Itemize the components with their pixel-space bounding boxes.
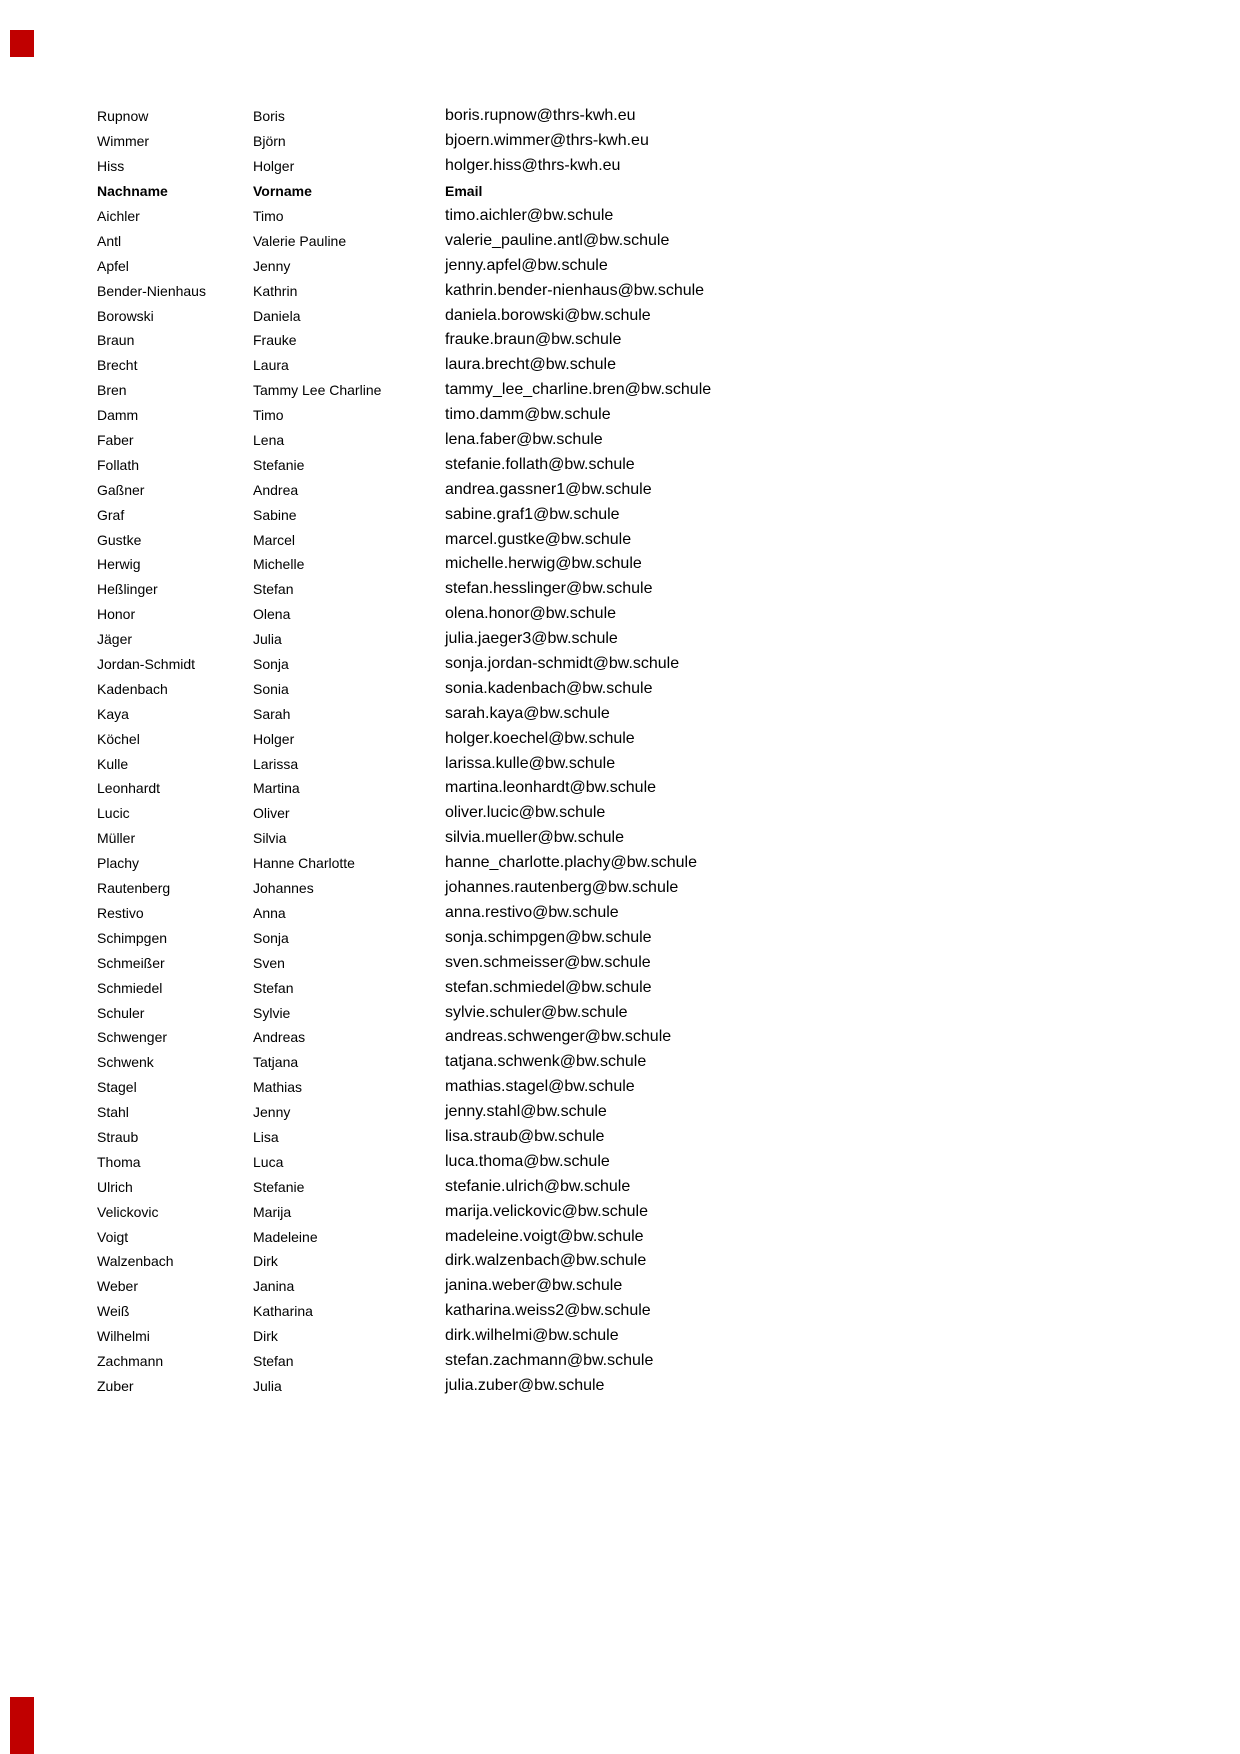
email-cell: sonia.kadenbach@bw.schule (445, 679, 653, 697)
email-cell: kathrin.bender-nienhaus@bw.schule (445, 281, 705, 299)
nachname-cell: Voigt (97, 1228, 129, 1245)
table-row (97, 1075, 1147, 1100)
table-row (97, 751, 1147, 776)
vorname-cell: Daniela (253, 307, 301, 324)
email-cell: lisa.straub@bw.schule (445, 1127, 605, 1145)
vorname-cell: Stefanie (253, 456, 305, 473)
vorname-cell: Jenny (253, 1104, 291, 1121)
nachname-cell: Kulle (97, 755, 129, 772)
nachname-cell: Rupnow (97, 108, 149, 125)
table-row (97, 204, 1147, 229)
vorname-cell: Johannes (253, 880, 314, 897)
nachname-cell: Schwenger (97, 1029, 168, 1046)
email-cell: jenny.apfel@bw.schule (445, 256, 608, 274)
email-cell: laura.brecht@bw.schule (445, 356, 616, 374)
table-row (97, 154, 1147, 179)
nachname-cell: Zuber (97, 1377, 134, 1394)
nachname-cell: Heßlinger (97, 581, 158, 598)
table-row (97, 652, 1147, 677)
email-cell: anna.restivo@bw.schule (445, 903, 619, 921)
nachname-cell: Herwig (97, 556, 141, 573)
nachname-cell: Follath (97, 456, 140, 473)
nachname-cell: Müller (97, 830, 136, 847)
table-header-row (97, 179, 1147, 204)
nachname-cell: Jäger (97, 631, 133, 648)
email-cell: daniela.borowski@bw.schule (445, 306, 651, 324)
vorname-cell: Larissa (253, 755, 299, 772)
nachname-cell: Wimmer (97, 133, 150, 150)
vorname-cell: Laura (253, 357, 289, 374)
vorname-cell: Martina (253, 780, 300, 797)
table-row (97, 726, 1147, 751)
email-cell: tammy_lee_charline.bren@bw.schule (445, 381, 712, 399)
email-cell: michelle.herwig@bw.schule (445, 555, 642, 573)
table-row (97, 801, 1147, 826)
table-row (97, 328, 1147, 353)
nachname-cell: Thoma (97, 1153, 141, 1170)
vorname-cell: Tammy Lee Charline (253, 382, 382, 399)
email-cell: lena.faber@bw.schule (445, 431, 603, 449)
table-row (97, 1224, 1147, 1249)
vorname-cell: Stefan (253, 1352, 294, 1369)
vorname-cell: Sonia (253, 680, 289, 697)
vorname-cell: Vorname (253, 183, 312, 200)
table-row (97, 975, 1147, 1000)
redaction-marker-top-icon (10, 30, 34, 57)
email-cell: katharina.weiss2@bw.schule (445, 1302, 651, 1320)
vorname-cell: Olena (253, 606, 291, 623)
nachname-cell: Hiss (97, 158, 125, 175)
vorname-cell: Julia (253, 631, 282, 648)
table-row (97, 676, 1147, 701)
table-row (97, 428, 1147, 453)
table-row (97, 925, 1147, 950)
vorname-cell: Luca (253, 1153, 284, 1170)
email-cell: johannes.rautenberg@bw.schule (445, 879, 679, 897)
email-cell: marija.velickovic@bw.schule (445, 1202, 648, 1220)
email-cell: stefan.zachmann@bw.schule (445, 1351, 654, 1369)
vorname-cell: Kathrin (253, 282, 298, 299)
vorname-cell: Timo (253, 208, 284, 224)
nachname-cell: Kadenbach (97, 680, 168, 697)
email-cell: olena.honor@bw.schule (445, 605, 617, 623)
vorname-cell: Hanne Charlotte (253, 855, 355, 872)
email-cell: hanne_charlotte.plachy@bw.schule (445, 854, 697, 872)
email-cell: oliver.lucic@bw.schule (445, 804, 606, 822)
nachname-cell: Schimpgen (97, 929, 168, 946)
email-cell: stefanie.follath@bw.schule (445, 455, 635, 473)
table-row (97, 701, 1147, 726)
table-row (97, 627, 1147, 652)
table-row (97, 851, 1147, 876)
vorname-cell: Anna (253, 904, 286, 921)
table-row (97, 1174, 1147, 1199)
vorname-cell: Björn (253, 133, 286, 150)
nachname-cell: Honor (97, 606, 136, 623)
vorname-cell: Sabine (253, 506, 297, 523)
table-row (97, 477, 1147, 502)
nachname-cell: Velickovic (97, 1203, 159, 1220)
vorname-cell: Holger (253, 730, 295, 747)
vorname-cell: Marija (253, 1203, 292, 1220)
vorname-cell: Dirk (253, 1328, 278, 1345)
nachname-cell: Weber (97, 1278, 138, 1295)
email-cell: jenny.stahl@bw.schule (445, 1103, 607, 1121)
nachname-cell: Walzenbach (97, 1253, 174, 1270)
email-cell: martina.leonhardt@bw.schule (445, 779, 657, 797)
vorname-cell: Sylvie (253, 1004, 291, 1021)
email-cell: sabine.graf1@bw.schule (445, 505, 620, 523)
table-row (97, 1349, 1147, 1374)
email-cell: valerie_pauline.antl@bw.schule (445, 231, 670, 249)
vorname-cell: Silvia (253, 830, 287, 847)
vorname-cell: Michelle (253, 556, 305, 573)
nachname-cell: Gaßner (97, 481, 145, 498)
email-cell: marcel.gustke@bw.schule (445, 530, 632, 548)
table-row (97, 452, 1147, 477)
vorname-cell: Andrea (253, 481, 299, 498)
table-row (97, 1324, 1147, 1349)
nachname-cell: Zachmann (97, 1352, 164, 1369)
table-row (97, 278, 1147, 303)
table-row (97, 1299, 1147, 1324)
email-cell: Email (445, 183, 483, 200)
vorname-cell: Valerie Pauline (253, 232, 347, 249)
email-cell: sonja.schimpgen@bw.schule (445, 928, 652, 946)
nachname-cell: Leonhardt (97, 780, 161, 797)
nachname-cell: Gustke (97, 531, 142, 548)
email-cell: julia.jaeger3@bw.schule (445, 630, 618, 648)
nachname-cell: Weiß (97, 1303, 130, 1320)
vorname-cell: Sonja (253, 656, 289, 673)
table-row (97, 552, 1147, 577)
email-cell: silvia.mueller@bw.schule (445, 829, 624, 847)
nachname-cell: Wilhelmi (97, 1328, 150, 1345)
vorname-cell: Lena (253, 432, 285, 449)
vorname-cell: Marcel (253, 531, 296, 548)
email-cell: timo.aichler@bw.schule (445, 207, 614, 224)
nachname-cell: Lucic (97, 805, 130, 822)
table-row (97, 228, 1147, 253)
nachname-cell: Schuler (97, 1004, 145, 1021)
table-row (97, 378, 1147, 403)
nachname-cell: Ulrich (97, 1178, 133, 1195)
vorname-cell: Sonja (253, 929, 289, 946)
nachname-cell: Faber (97, 432, 134, 449)
vorname-cell: Sven (253, 954, 285, 971)
table-row (97, 876, 1147, 901)
table-row (97, 104, 1147, 129)
vorname-cell: Frauke (253, 332, 297, 349)
table-row (97, 403, 1147, 428)
vorname-cell: Andreas (253, 1029, 306, 1046)
email-cell: luca.thoma@bw.schule (445, 1152, 610, 1170)
email-cell: andreas.schwenger@bw.schule (445, 1028, 672, 1046)
table-row (97, 1373, 1147, 1398)
table-row (97, 1199, 1147, 1224)
nachname-cell: Schmeißer (97, 954, 165, 971)
email-cell: dirk.wilhelmi@bw.schule (445, 1327, 619, 1345)
nachname-cell: Borowski (97, 307, 154, 324)
email-cell: madeleine.voigt@bw.schule (445, 1227, 644, 1245)
email-cell: tatjana.schwenk@bw.schule (445, 1053, 647, 1071)
email-cell: sarah.kaya@bw.schule (445, 704, 610, 722)
email-cell: bjoern.wimmer@thrs-kwh.eu (445, 132, 649, 150)
email-cell: dirk.walzenbach@bw.schule (445, 1252, 647, 1270)
email-cell: janina.weber@bw.schule (445, 1277, 623, 1295)
email-cell: mathias.stagel@bw.schule (445, 1078, 635, 1096)
nachname-cell: Braun (97, 332, 135, 349)
email-cell: frauke.braun@bw.schule (445, 331, 622, 349)
email-cell: sonja.jordan-schmidt@bw.schule (445, 655, 680, 673)
table-row (97, 253, 1147, 278)
vorname-cell: Katharina (253, 1303, 313, 1320)
nachname-cell: Apfel (97, 257, 129, 274)
table-row (97, 129, 1147, 154)
nachname-cell: Jordan-Schmidt (97, 656, 196, 673)
nachname-cell: Schmiedel (97, 979, 163, 996)
vorname-cell: Janina (253, 1278, 295, 1295)
email-cell: julia.zuber@bw.schule (445, 1376, 605, 1394)
nachname-cell: Köchel (97, 730, 140, 747)
table-row (97, 1050, 1147, 1075)
table-row (97, 1249, 1147, 1274)
nachname-cell: Rautenberg (97, 880, 171, 897)
table-row (97, 502, 1147, 527)
nachname-cell: Schwenk (97, 1054, 154, 1071)
table-row (97, 303, 1147, 328)
nachname-cell: Restivo (97, 904, 144, 921)
nachname-cell: Stagel (97, 1079, 137, 1096)
table-row (97, 1125, 1147, 1150)
email-cell: boris.rupnow@thrs-kwh.eu (445, 107, 636, 125)
email-cell: sylvie.schuler@bw.schule (445, 1003, 628, 1021)
contact-table (97, 104, 1147, 1398)
nachname-cell: Bender-Nienhaus (97, 282, 206, 299)
table-row (97, 950, 1147, 975)
vorname-cell: Dirk (253, 1253, 278, 1270)
email-cell: stefan.hesslinger@bw.schule (445, 580, 653, 598)
table-row (97, 776, 1147, 801)
vorname-cell: Oliver (253, 805, 290, 822)
vorname-cell: Boris (253, 108, 285, 125)
vorname-cell: Sarah (253, 705, 291, 722)
nachname-cell: Stahl (97, 1104, 129, 1121)
vorname-cell: Mathias (253, 1079, 303, 1096)
table-row (97, 1025, 1147, 1050)
redaction-marker-bottom-icon (10, 1697, 34, 1754)
nachname-cell: Aichler (97, 208, 140, 224)
email-cell: andrea.gassner1@bw.schule (445, 480, 652, 498)
table-row (97, 602, 1147, 627)
vorname-cell: Holger (253, 158, 295, 175)
table-row (97, 1274, 1147, 1299)
table-row (97, 1149, 1147, 1174)
vorname-cell: Jenny (253, 257, 291, 274)
email-cell: holger.hiss@thrs-kwh.eu (445, 157, 621, 175)
email-cell: stefanie.ulrich@bw.schule (445, 1177, 631, 1195)
email-cell: stefan.schmiedel@bw.schule (445, 978, 652, 996)
email-cell: timo.damm@bw.schule (445, 406, 611, 424)
vorname-cell: Julia (253, 1377, 282, 1394)
table-row (97, 1000, 1147, 1025)
vorname-cell: Stefan (253, 581, 294, 598)
email-cell: sven.schmeisser@bw.schule (445, 953, 651, 971)
table-row (97, 353, 1147, 378)
vorname-cell: Stefan (253, 979, 294, 996)
nachname-cell: Graf (97, 506, 125, 523)
nachname-cell: Damm (97, 407, 139, 424)
nachname-cell: Straub (97, 1128, 139, 1145)
email-cell: larissa.kulle@bw.schule (445, 754, 616, 772)
table-row (97, 826, 1147, 851)
nachname-cell: Bren (97, 382, 127, 399)
nachname-cell: Kaya (97, 705, 129, 722)
nachname-cell: Nachname (97, 183, 168, 200)
nachname-cell: Brecht (97, 357, 138, 374)
table-row (97, 527, 1147, 552)
table-row (97, 901, 1147, 926)
vorname-cell: Madeleine (253, 1228, 318, 1245)
vorname-cell: Lisa (253, 1128, 279, 1145)
table-row (97, 577, 1147, 602)
nachname-cell: Antl (97, 232, 122, 249)
email-cell: holger.koechel@bw.schule (445, 729, 635, 747)
vorname-cell: Stefanie (253, 1178, 305, 1195)
nachname-cell: Plachy (97, 855, 140, 872)
table-row (97, 1100, 1147, 1125)
vorname-cell: Timo (253, 407, 284, 424)
vorname-cell: Tatjana (253, 1054, 299, 1071)
